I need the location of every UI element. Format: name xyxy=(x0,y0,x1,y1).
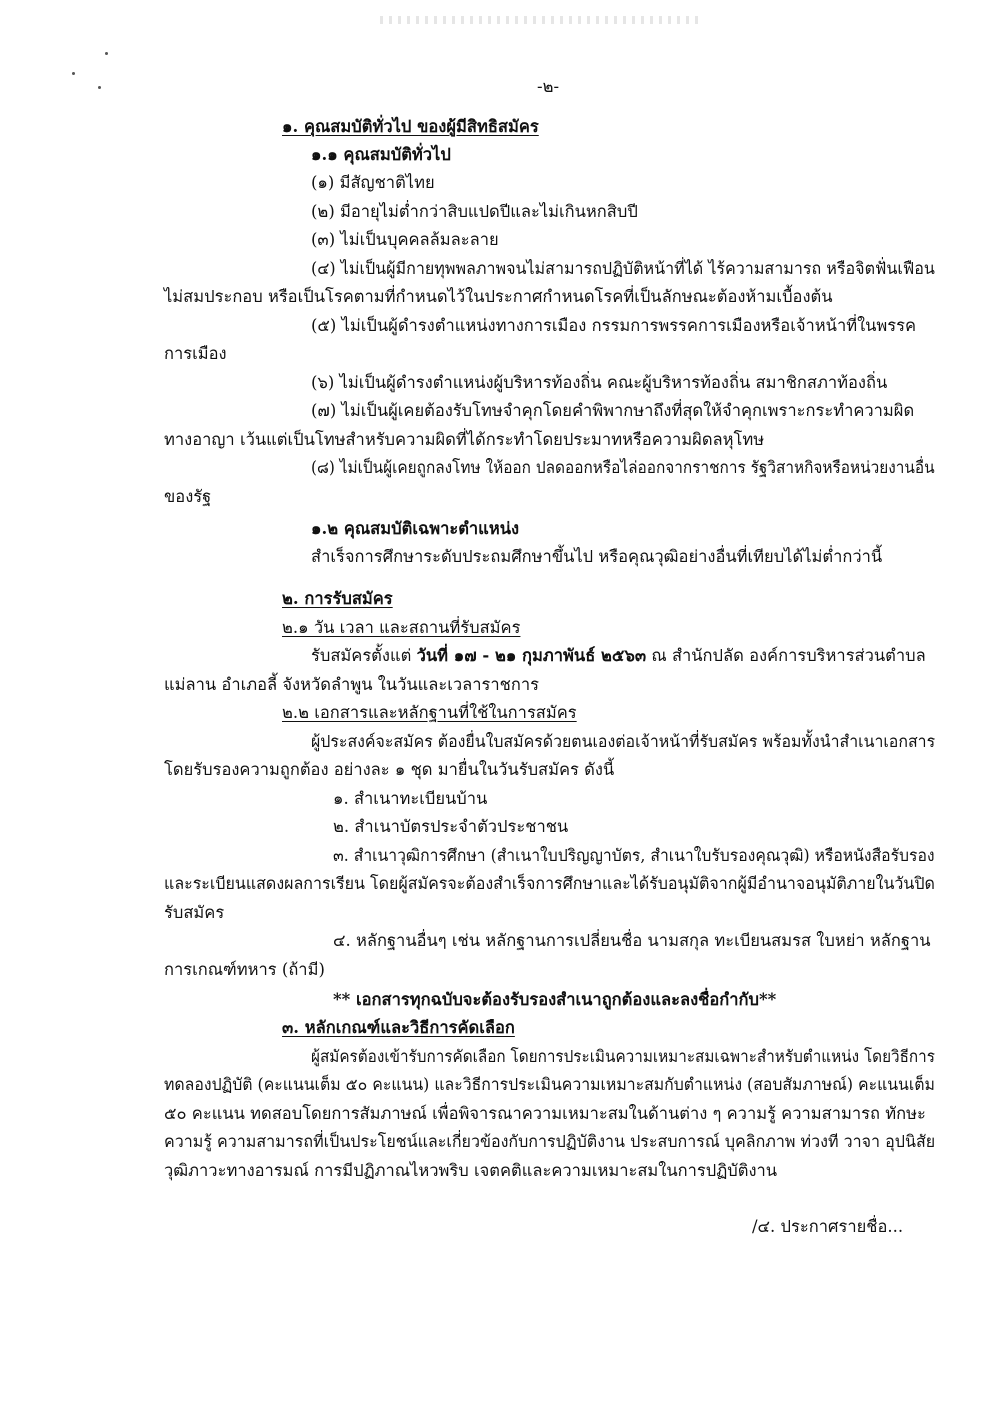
scan-artifact xyxy=(380,16,700,24)
section2-sub2-line2: โดยรับรองความถูกต้อง อย่างละ ๑ ชุด มายื่นในวันรับสมัคร ดังนี้ xyxy=(164,760,615,779)
scan-speck xyxy=(72,72,75,75)
document-item: ๓. สำเนาวุฒิการศึกษา (สำเนาใบปริญญาบัตร, สำเนาใบรับรองคุณวุฒิ) หรือหนังสือรับรอง xyxy=(333,846,935,865)
document-item: ๑. สำเนาทะเบียนบ้าน xyxy=(333,789,488,808)
scan-speck xyxy=(105,52,108,55)
section1-item: (๓) ไม่เป็นบุคคลล้มละลาย xyxy=(311,230,499,249)
section1-item: (๔) ไม่เป็นผู้มีกายทุพพลภาพจนไม่สามารถปฏิบัติหน้าที่ได้ ไร้ความสามารถ หรือจิตฟั่นเฟือน xyxy=(311,259,935,278)
section2-sub1-line2: แม่ลาน อำเภอลี้ จังหวัดลำพูน ในวันและเวลาราชการ xyxy=(164,675,539,694)
section2-sub1-line1 xyxy=(311,645,926,667)
footer-continuation: /๔. ประกาศรายชื่อ... xyxy=(752,1217,904,1236)
section1-item: (๑) มีสัญชาติไทย xyxy=(311,173,435,192)
section1-item: (๖) ไม่เป็นผู้ดำรงตำแหน่งผู้บริหารท้องถิ่น คณะผู้บริหารท้องถิ่น สมาชิกสภาท้องถิ่น xyxy=(311,373,888,392)
section2-sub2-line1: ผู้ประสงค์จะสมัคร ต้องยื่นใบสมัครด้วยตนเองต่อเจ้าหน้าที่รับสมัคร พร้อมทั้งนำสำเนาเอกสาร xyxy=(311,732,936,751)
document-item-continued: และระเบียนแสดงผลการเรียน โดยผู้สมัครจะต้องสำเร็จการศึกษาและได้รับอนุมัติจากผู้มีอำนาจอนุมัติภายในวันปิด xyxy=(164,874,935,893)
section3-line: วุฒิภาวะทางอารมณ์ การมีปฏิภาณไหวพริบ เจตคติและความเหมาะสมในการปฏิบัติงาน xyxy=(164,1161,778,1180)
section1-item-continued: การเมือง xyxy=(164,344,227,363)
document-item-continued: รับสมัคร xyxy=(164,903,225,922)
section3-line: ผู้สมัครต้องเข้ารับการคัดเลือก โดยการประเมินความเหมาะสมเฉพาะสำหรับตำแหน่ง โดยวิธีการ xyxy=(311,1047,935,1066)
page-number: -๒- xyxy=(537,77,560,96)
sub1-lead: รับสมัครตั้งแต่ xyxy=(311,646,417,665)
section1-item: (๘) ไม่เป็นผู้เคยถูกลงโทษ ให้ออก ปลดออกหรือไล่ออกจากราชการ รัฐวิสาหกิจหรือหน่วยงานอื่น xyxy=(311,458,935,477)
section3-title: ๓. หลักเกณฑ์และวิธีการคัดเลือก xyxy=(282,1018,515,1037)
section2-sub1-title: ๒.๑ วัน เวลา และสถานที่รับสมัคร xyxy=(282,618,521,637)
section3-line: ความรู้ ความสามารถที่เป็นประโยชน์และเกี่ยวข้องกับการปฏิบัติงาน ประสบการณ์ บุคลิกภาพ ท่วงที วาจา อุปนิสัย xyxy=(164,1132,936,1151)
application-date: วันที่ ๑๗ - ๒๑ กุมภาพันธ์ ๒๕๖๓ xyxy=(416,646,647,665)
section1-item: (๗) ไม่เป็นผู้เคยต้องรับโทษจำคุกโดยคำพิพากษาถึงที่สุดให้จำคุกเพราะกระทำความผิด xyxy=(311,401,915,420)
section2-title: ๒. การรับสมัคร xyxy=(282,589,393,608)
section1-sub1-title: ๑.๑ คุณสมบัติทั่วไป xyxy=(311,145,451,164)
document-item-continued: การเกณฑ์ทหาร (ถ้ามี) xyxy=(164,960,325,979)
section1-title: ๑. คุณสมบัติทั่วไป ของผู้มีสิทธิสมัคร xyxy=(282,117,539,136)
certification-notice: ** เอกสารทุกฉบับจะต้องรับรองสำเนาถูกต้องและลงชื่อกำกับ** xyxy=(333,990,777,1009)
scan-speck xyxy=(98,86,101,89)
section1-item: (๒) มีอายุไม่ต่ำกว่าสิบแปดปีและไม่เกินหกสิบปี xyxy=(311,202,638,221)
section3-line: ทดลองปฏิบัติ (คะแนนเต็ม ๕๐ คะแนน) และวิธีการประเมินความเหมาะสมกับตำแหน่ง (สอบสัมภาษณ์) คะแนนเต็ม xyxy=(164,1075,935,1094)
section1-item-continued: ไม่สมประกอบ หรือเป็นโรคตามที่กำหนดไว้ในประกาศกำหนดโรคที่เป็นลักษณะต้องห้ามเบื้องต้น xyxy=(164,287,833,306)
section1-sub2-title: ๑.๒ คุณสมบัติเฉพาะตำแหน่ง xyxy=(311,519,520,538)
section1-item-continued: ทางอาญา เว้นแต่เป็นโทษสำหรับความผิดที่ได้กระทำโดยประมาทหรือความผิดลหุโทษ xyxy=(164,430,765,449)
document-item: ๔. หลักฐานอื่นๆ เช่น หลักฐานการเปลี่ยนชื่อ นามสกุล ทะเบียนสมรส ใบหย่า หลักฐาน xyxy=(333,931,931,950)
section1-item: (๕) ไม่เป็นผู้ดำรงตำแหน่งทางการเมือง กรรมการพรรคการเมืองหรือเจ้าหน้าที่ในพรรค xyxy=(311,316,917,335)
section3-line: ๕๐ คะแนน ทดสอบโดยการสัมภาษณ์ เพื่อพิจารณาความเหมาะสมในด้านต่าง ๆ ความรู้ ความสามารถ ทักษะ xyxy=(164,1104,926,1123)
sub1-rest: ณ สำนักปลัด องค์การบริหารส่วนตำบล xyxy=(646,646,926,665)
document-item: ๒. สำเนาบัตรประจำตัวประชาชน xyxy=(333,817,569,836)
section2-sub2-title: ๒.๒ เอกสารและหลักฐานที่ใช้ในการสมัคร xyxy=(282,703,577,722)
section1-item-continued: ของรัฐ xyxy=(164,487,212,506)
section1-sub2-text: สำเร็จการศึกษาระดับประถมศึกษาขึ้นไป หรือคุณวุฒิอย่างอื่นที่เทียบได้ไม่ต่ำกว่านี้ xyxy=(311,547,883,566)
